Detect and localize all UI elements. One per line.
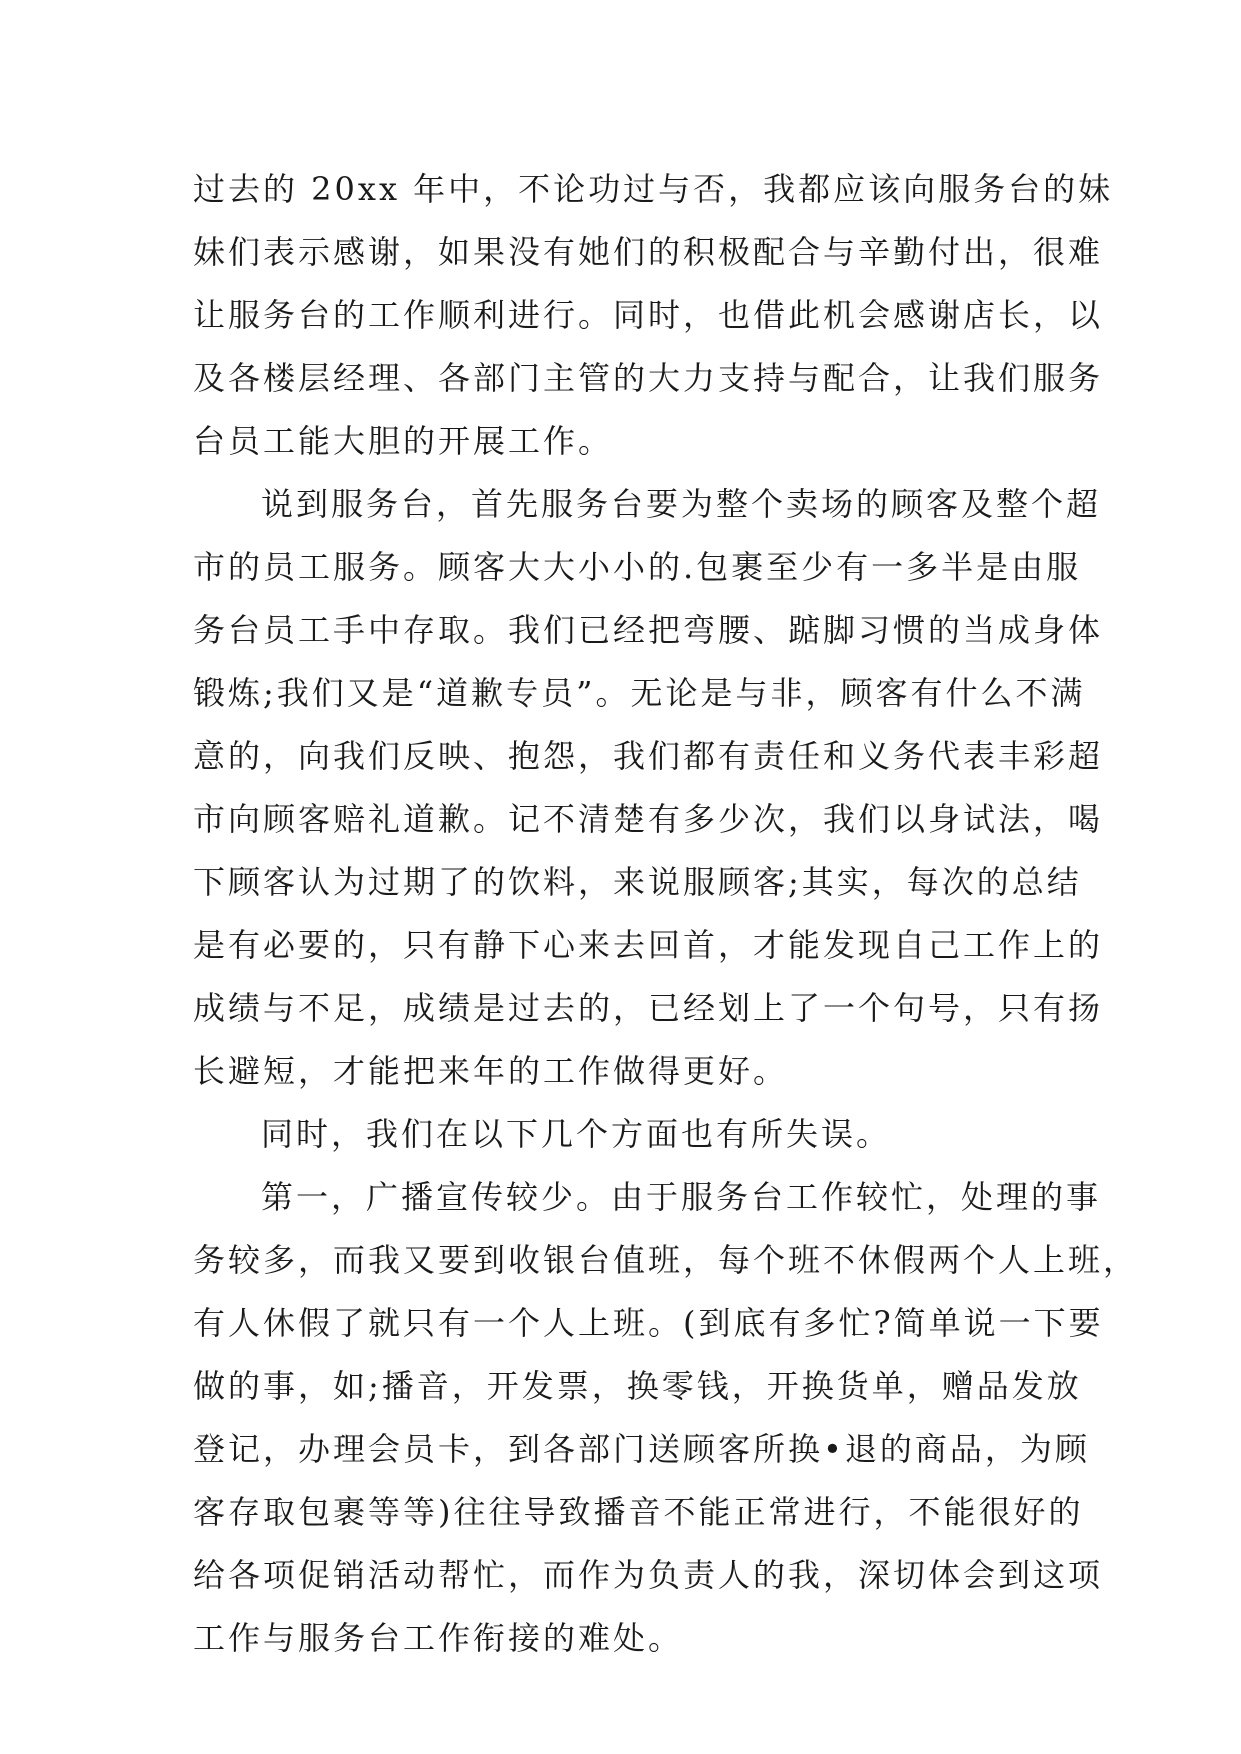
text-line: 客存取包裹等等)往往导致播音不能正常进行，不能很好的: [193, 1493, 1084, 1531]
text-line: 台员工能大胆的开展工作。: [193, 422, 614, 460]
text-line: 同时，我们在以下几个方面也有所失误。: [261, 1115, 892, 1153]
text-line: 有人休假了就只有一个人上班。(到底有多忙?简单说一下要: [193, 1304, 1104, 1342]
text-line: 工作与服务台工作衔接的难处。: [193, 1619, 684, 1657]
text-line: 让服务台的工作顺利进行。同时，也借此机会感谢店长，以: [193, 296, 1104, 334]
text-line: 第一，广播宣传较少。由于服务台工作较忙，处理的事: [261, 1178, 1102, 1216]
text-line: 下顾客认为过期了的饮料，来说服顾客;其实，每次的总结: [193, 863, 1082, 901]
text-line: 市向顾客赔礼道歉。记不清楚有多少次，我们以身试法，喝: [193, 800, 1104, 838]
text-line: 过去的 20xx 年中，不论功过与否，我都应该向服务台的妹: [193, 170, 1114, 208]
text-line: 给各项促销活动帮忙，而作为负责人的我，深切体会到这项: [193, 1556, 1104, 1594]
text-line: 市的员工服务。顾客大大小小的.包裹至少有一多半是由服: [193, 548, 1082, 586]
paragraph-1: [193, 158, 1114, 473]
text-line: 长避短，才能把来年的工作做得更好。: [193, 1052, 789, 1090]
text-line: 意的，向我们反映、抱怨，我们都有责任和义务代表丰彩超: [193, 737, 1104, 775]
paragraph-3: [193, 1103, 1053, 1166]
paragraph-4: [193, 1166, 1139, 1670]
text-line: 做的事，如;播音，开发票，换零钱，开换货单，赠品发放: [193, 1367, 1082, 1405]
text-line: 务较多，而我又要到收银台值班，每个班不休假两个人上班，: [193, 1241, 1139, 1279]
text-line: 妹们表示感谢，如果没有她们的积极配合与辛勤付出，很难: [193, 233, 1104, 271]
document-body: [193, 158, 1139, 1670]
text-line: 务台员工手中存取。我们已经把弯腰、踮脚习惯的当成身体: [193, 611, 1104, 649]
text-line: 说到服务台，首先服务台要为整个卖场的顾客及整个超: [261, 485, 1102, 523]
text-line: 登记，办理会员卡，到各部门送顾客所换•退的商品，为顾: [193, 1430, 1090, 1468]
paragraph-2: [193, 473, 1104, 1103]
text-line: 及各楼层经理、各部门主管的大力支持与配合，让我们服务: [193, 359, 1104, 397]
text-line: 是有必要的，只有静下心来去回首，才能发现自己工作上的: [193, 926, 1104, 964]
text-line: 成绩与不足，成绩是过去的，已经划上了一个句号，只有扬: [193, 989, 1104, 1027]
text-line: 锻炼;我们又是“道歉专员”。无论是与非，顾客有什么不满: [193, 674, 1086, 712]
